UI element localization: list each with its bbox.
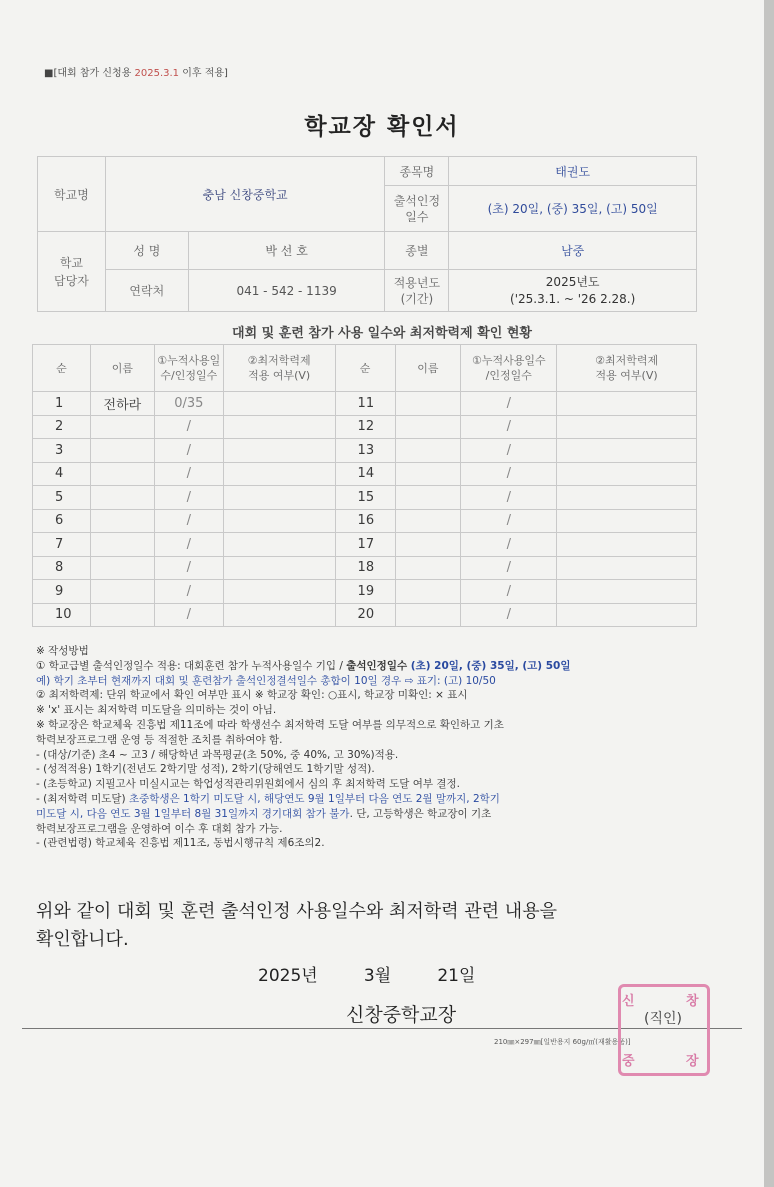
table-cell: 10 <box>33 603 91 627</box>
table-cell <box>395 462 461 486</box>
table-cell: / <box>461 533 557 557</box>
table-cell: 4 <box>33 462 91 486</box>
contact-value: 041 - 542 - 1139 <box>188 270 385 312</box>
principal-name: 신창중학교장 <box>346 1004 457 1026</box>
table-cell: / <box>461 486 557 510</box>
table-cell: 15 <box>335 486 395 510</box>
note-1 <box>36 659 736 674</box>
table-cell: 6 <box>33 509 91 533</box>
note-2: ② 최저학력제: 단위 학교에서 확인 여부만 표시 ※ 학교장 확인: ○표시, 학교장 미확인: × 표시 <box>36 689 468 702</box>
table-cell <box>223 415 335 439</box>
table-cell <box>395 556 461 580</box>
header-note-suffix: 이후 적용] <box>179 68 228 79</box>
table-cell <box>395 509 461 533</box>
table-cell <box>557 439 697 463</box>
page-edge <box>764 0 774 1187</box>
year-label: 적용년도 (기간) <box>385 270 449 312</box>
table-cell: 17 <box>335 533 395 557</box>
name-value: 박 선 호 <box>188 232 385 270</box>
attendance-value: (초) 20일, (중) 35일, (고) 50일 <box>449 186 697 232</box>
note-5: 학력보장프로그램 운영 등 적절한 조치를 취하여야 함. <box>36 733 283 746</box>
note-4: ※ 학교장은 학교체육 진흥법 제11조에 따라 학생선수 최저학력 도달 여부를 의무적으로 확인하고 기초 <box>36 718 504 731</box>
note-1-example: 예) 학기 초부터 현재까지 대회 및 훈련참가 출석인정결석일수 총합이 10일 경우 ⇨ 표기: (고) 10/50 <box>36 674 496 687</box>
confirm-line-2: 확인합니다. <box>36 929 129 950</box>
note-3: ※ 'x' 표시는 최저학력 미도달을 의미하는 것이 아님. <box>36 704 277 717</box>
table-cell: / <box>154 556 223 580</box>
table-cell <box>557 486 697 510</box>
table-cell: 19 <box>335 580 395 604</box>
table-cell <box>557 533 697 557</box>
notes-heading: ※ 작성방법 <box>36 645 89 657</box>
column-header: ②최저학력제 적용 여부(V) <box>557 345 697 392</box>
table-cell: / <box>461 462 557 486</box>
year-value: 2025년도 <box>545 274 600 289</box>
header-note-prefix: ■[대회 참가 신청용 <box>44 68 135 79</box>
table-cell: / <box>461 556 557 580</box>
column-header: 순 <box>335 345 395 392</box>
table-cell: 14 <box>335 462 395 486</box>
note-12: - (관련법령) 학교체육 진흥법 제11조, 동법시행규칙 제6조의2. <box>36 837 325 850</box>
writing-instructions <box>36 644 736 851</box>
table-cell <box>90 603 154 627</box>
note-9-blue: 초중학생은 1학기 미도달 시, 해당연도 9월 1일부터 다음 연도 2월 말까지, 2학기 <box>129 792 500 805</box>
table-cell: 3 <box>33 439 91 463</box>
table-cell <box>557 603 697 627</box>
table-cell: / <box>154 439 223 463</box>
table-cell <box>90 556 154 580</box>
table-cell <box>90 509 154 533</box>
table-cell <box>395 580 461 604</box>
table-cell: 13 <box>335 439 395 463</box>
table-cell <box>90 462 154 486</box>
table-cell <box>395 486 461 510</box>
table-cell <box>223 439 335 463</box>
table-cell <box>395 392 461 416</box>
school-value: 충남 신창중학교 <box>105 157 385 232</box>
header-note <box>44 64 228 79</box>
table-cell <box>90 580 154 604</box>
note-6: - (대상/기준) 초4 ~ 고3 / 해당학년 과목평균(초 50%, 중 40%, 고 30%)적용. <box>36 748 399 761</box>
note-1-bold: 출석인정일수 <box>346 659 408 672</box>
table-cell <box>395 415 461 439</box>
table-cell: / <box>154 580 223 604</box>
table-cell <box>223 580 335 604</box>
year-cell <box>449 270 697 312</box>
table-cell: / <box>461 392 557 416</box>
info-table <box>37 156 697 312</box>
table-row <box>33 392 697 416</box>
note-9 <box>36 792 736 807</box>
table-cell <box>557 462 697 486</box>
note-10 <box>36 807 736 822</box>
seal-glyph: 창 <box>686 994 699 1009</box>
header-note-date: 2025.3.1 <box>134 68 180 79</box>
name-label: 성 명 <box>105 232 188 270</box>
note-9-text: - (최저학력 미도달) <box>36 792 129 805</box>
table-cell: 전하라 <box>90 392 154 416</box>
table-cell: / <box>154 415 223 439</box>
table-cell: / <box>154 462 223 486</box>
column-header: ①누적사용일수 /인정일수 <box>461 345 557 392</box>
table-row <box>33 580 697 604</box>
column-header: ②최저학력제 적용 여부(V) <box>223 345 335 392</box>
table-cell <box>557 556 697 580</box>
table-cell <box>557 509 697 533</box>
school-label: 학교명 <box>38 157 106 232</box>
gender-label: 종별 <box>385 232 449 270</box>
gender-value: 남중 <box>449 232 697 270</box>
table-cell: / <box>461 580 557 604</box>
table-row <box>33 439 697 463</box>
table-row <box>33 415 697 439</box>
table-cell: 9 <box>33 580 91 604</box>
document-title: 학교장 확인서 <box>304 114 460 140</box>
table-cell: 1 <box>33 392 91 416</box>
table-cell <box>90 486 154 510</box>
event-value: 태권도 <box>449 157 697 186</box>
note-11: 학력보장프로그램을 운영하여 이수 후 대회 참가 가능. <box>36 822 283 835</box>
event-label: 종목명 <box>385 157 449 186</box>
note-10-blue: 미도달 시, 다음 연도 3월 1일부터 8월 31일까지 경기대회 참가 불가 <box>36 807 350 820</box>
seal-glyph: 중 <box>622 1054 635 1069</box>
table-cell: / <box>154 486 223 510</box>
table-cell: 18 <box>335 556 395 580</box>
table-cell <box>90 439 154 463</box>
table-cell: 2 <box>33 415 91 439</box>
period-value: ('25.3.1. ~ '26 2.28.) <box>510 291 636 306</box>
table-row <box>33 486 697 510</box>
table-cell <box>223 533 335 557</box>
table-row <box>33 603 697 627</box>
attendance-label: 출석인정 일수 <box>385 186 449 232</box>
seal-glyph: 장 <box>686 1054 699 1069</box>
seal-glyph: 신 <box>622 994 635 1009</box>
table-cell <box>223 392 335 416</box>
table-cell: 5 <box>33 486 91 510</box>
table-row <box>33 509 697 533</box>
table-cell: / <box>461 509 557 533</box>
column-header: 순 <box>33 345 91 392</box>
table-cell: / <box>461 439 557 463</box>
table-cell <box>223 603 335 627</box>
table-cell: / <box>461 603 557 627</box>
note-1-days: (초) 20일, (중) 35일, (고) 50일 <box>407 659 571 672</box>
table-cell <box>395 533 461 557</box>
table-header-row <box>33 345 697 392</box>
seal-label: (직인) <box>644 1011 682 1027</box>
table-cell <box>395 603 461 627</box>
table-row <box>33 462 697 486</box>
table-cell <box>223 486 335 510</box>
table-subtitle: 대회 및 훈련 참가 사용 일수와 최저학력제 확인 현황 <box>232 326 532 341</box>
column-header: 이름 <box>90 345 154 392</box>
table-cell: 12 <box>335 415 395 439</box>
table-cell: 7 <box>33 533 91 557</box>
table-cell <box>223 462 335 486</box>
table-cell: 20 <box>335 603 395 627</box>
column-header: ①누적사용일 수/인정일수 <box>154 345 223 392</box>
manager-label: 학교 담당자 <box>38 232 106 312</box>
table-cell <box>223 556 335 580</box>
confirm-line-1: 위와 같이 대회 및 훈련 출석인정 사용일수와 최저학력 관련 내용을 <box>36 901 557 922</box>
confirmation-statement <box>36 898 736 954</box>
table-row <box>33 533 697 557</box>
table-cell <box>90 415 154 439</box>
table-cell: / <box>461 415 557 439</box>
document-date: 2025년 3월 21일 <box>258 966 476 986</box>
table-cell <box>557 392 697 416</box>
table-cell <box>557 580 697 604</box>
table-cell: 0/35 <box>154 392 223 416</box>
table-cell: 16 <box>335 509 395 533</box>
note-8: - (초등학교) 지필고사 미실시교는 학업성적관리위원회에서 심의 후 최저학력 도달 여부 결정. <box>36 778 460 791</box>
table-cell: / <box>154 509 223 533</box>
table-row <box>33 556 697 580</box>
paper-spec: 210㎜×297㎜[일반용지 60g/㎡(재활용품)] <box>494 1038 631 1046</box>
participation-table <box>32 344 697 627</box>
table-cell <box>395 439 461 463</box>
table-cell <box>223 509 335 533</box>
table-cell: 11 <box>335 392 395 416</box>
note-1-text: ① 학교급별 출석인정일수 적용: 대회훈련 참가 누적사용일수 기입 / <box>36 659 347 672</box>
table-cell: / <box>154 603 223 627</box>
table-cell: 8 <box>33 556 91 580</box>
table-cell: / <box>154 533 223 557</box>
table-cell <box>557 415 697 439</box>
contact-label: 연락처 <box>105 270 188 312</box>
note-10-text: . 단, 고등학생은 학교장이 기초 <box>349 807 492 820</box>
column-header: 이름 <box>395 345 461 392</box>
table-cell <box>90 533 154 557</box>
note-7: - (성적적용) 1학기(전년도 2학기말 성적), 2학기(당해연도 1학기말 성적). <box>36 763 375 776</box>
